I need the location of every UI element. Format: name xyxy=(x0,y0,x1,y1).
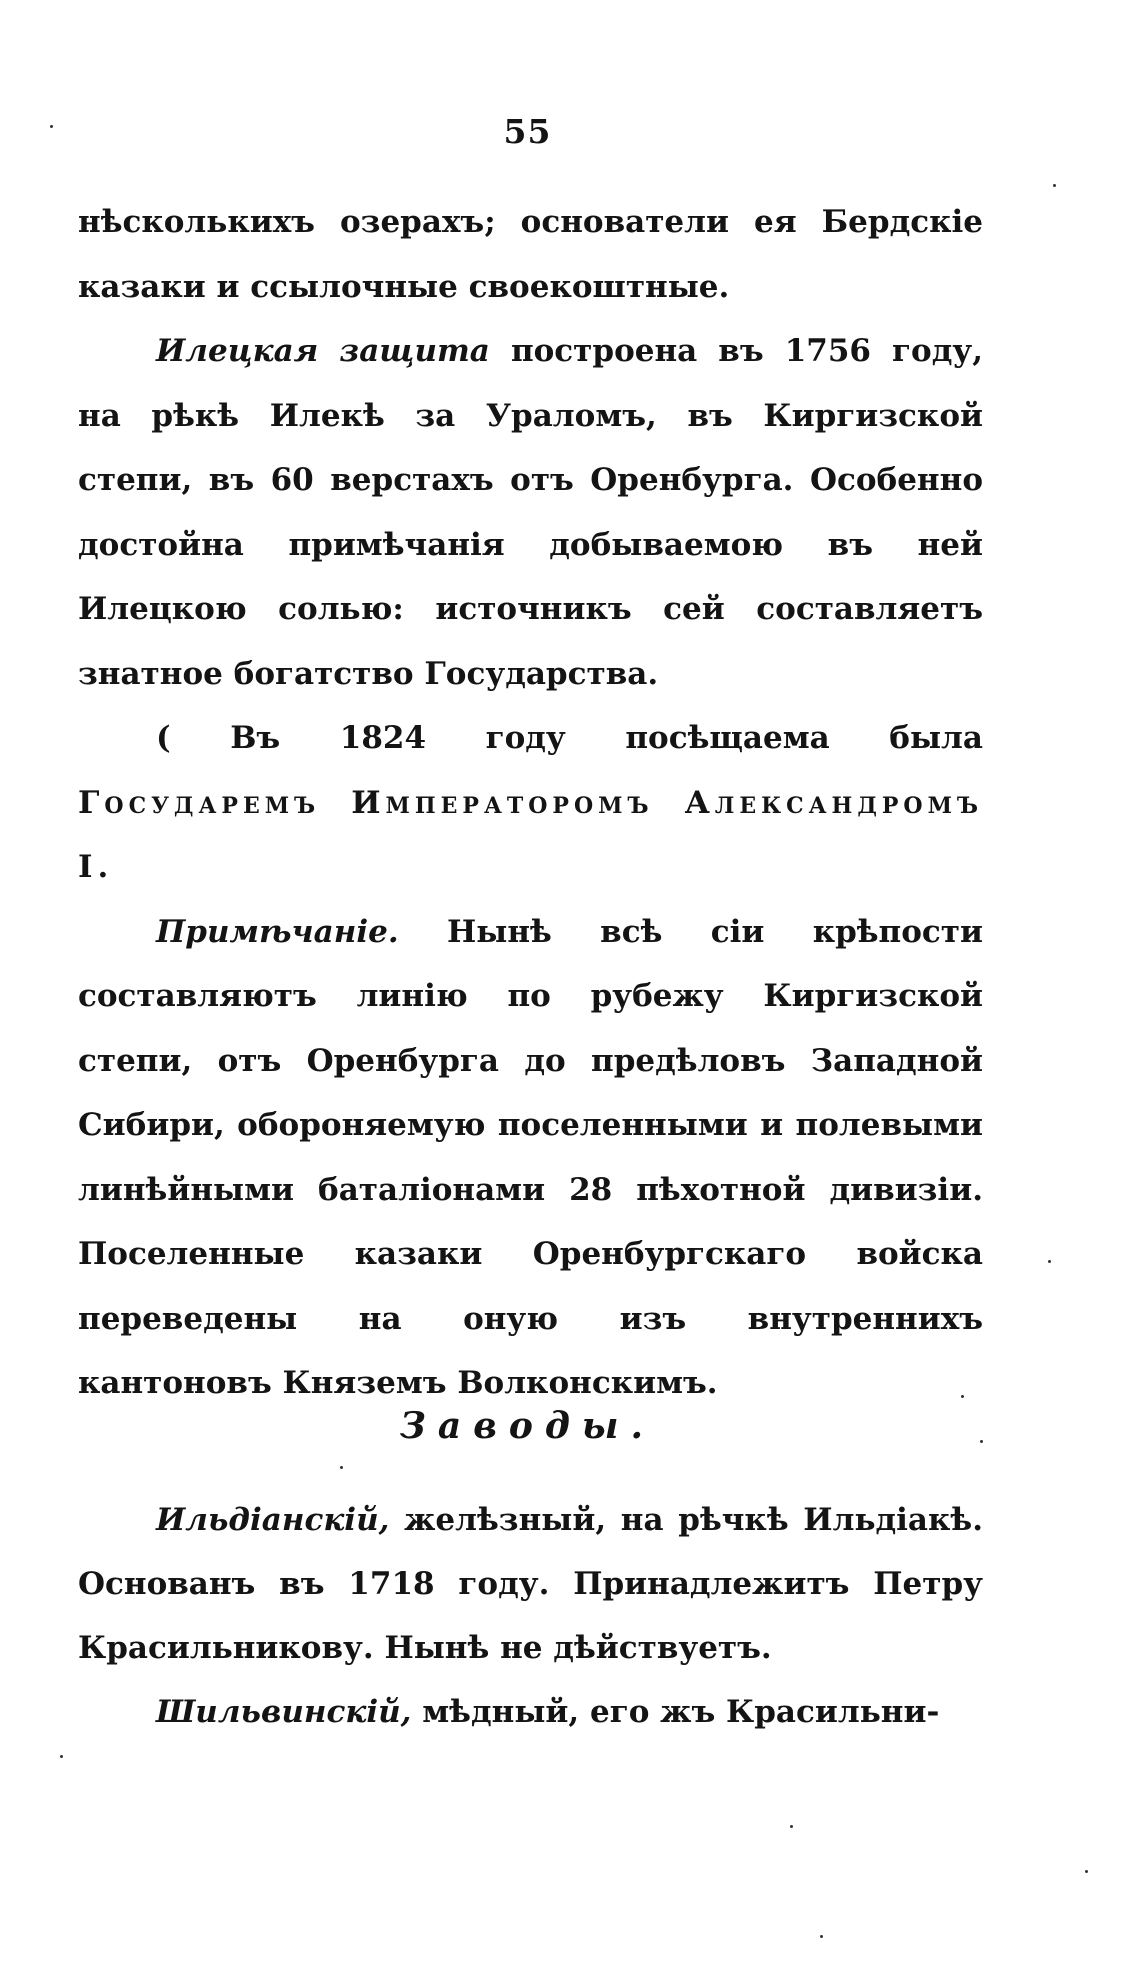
print-speck xyxy=(340,1466,343,1469)
paragraph-5 xyxy=(78,1488,983,1680)
paragraph-3-text: Въ 1824 году посѣщаема была xyxy=(170,720,983,756)
paragraph-6-text: мѣдный, его жъ Красильни- xyxy=(411,1694,940,1730)
section-heading: Заводы. xyxy=(399,1405,656,1447)
page-number: 55 xyxy=(503,112,552,151)
print-speck xyxy=(961,1395,964,1398)
term-shilvinskiy: Шильвинскій, xyxy=(156,1694,412,1730)
term-ildianskiy: Ильдіанскій, xyxy=(156,1502,390,1538)
print-speck xyxy=(1048,1260,1051,1263)
print-speck xyxy=(820,1935,823,1938)
paragraph-2 xyxy=(78,319,983,706)
print-speck xyxy=(50,125,53,128)
paragraph-2-text: построена въ 1756 году, на рѣкѣ Илекѣ за Ураломъ, въ Киргизской степи, въ 60 верстахъ отъ Оренбурга. Особенно достойна примѣчанія добываемою въ ней Илецкою солью: источникъ сей составляетъ знатное богатство Государства. xyxy=(78,333,984,692)
paragraph-1: нѣсколькихъ озерахъ; основатели ея Бердскіе казаки и ссылочные своекоштные. xyxy=(78,204,983,305)
print-speck xyxy=(1053,184,1056,187)
paragraph-3 xyxy=(78,706,983,900)
print-speck xyxy=(1085,1870,1088,1873)
paragraph-5-text: желѣзный, на рѣчкѣ Ильдіакѣ. Основанъ въ 1718 году. Принадлежитъ Петру Красильникову. Нынѣ не дѣйствуетъ. xyxy=(78,1502,983,1666)
text-block-lower xyxy=(78,1488,983,1744)
paragraph-4 xyxy=(78,900,983,1416)
emperor-name: Государемъ Императоромъ Александромъ I. xyxy=(78,784,983,885)
term-primechanie: Примѣчаніе. xyxy=(156,913,399,950)
term-iletskaya-zashchita: Илецкая защита xyxy=(156,333,490,369)
text-block-upper xyxy=(78,190,983,1416)
print-speck xyxy=(60,1755,63,1758)
paragraph-6 xyxy=(78,1680,983,1744)
print-speck xyxy=(980,1440,983,1443)
opening-bracket: ( xyxy=(156,720,171,756)
paragraph-4-text: Нынѣ всѣ сіи крѣпости составляютъ линію по рубежу Киргизской степи, отъ Оренбурга до предѣловъ Западной Сибири, обороняемую поселенными и полевыми линѣйными баталіонами 28 пѣхотной дивизіи. Поселенные казаки Оренбургскаго войска переведены на оную изъ внутреннихъ кантоновъ Княземъ Волконскимъ. xyxy=(78,913,983,1401)
print-speck xyxy=(790,1825,793,1828)
